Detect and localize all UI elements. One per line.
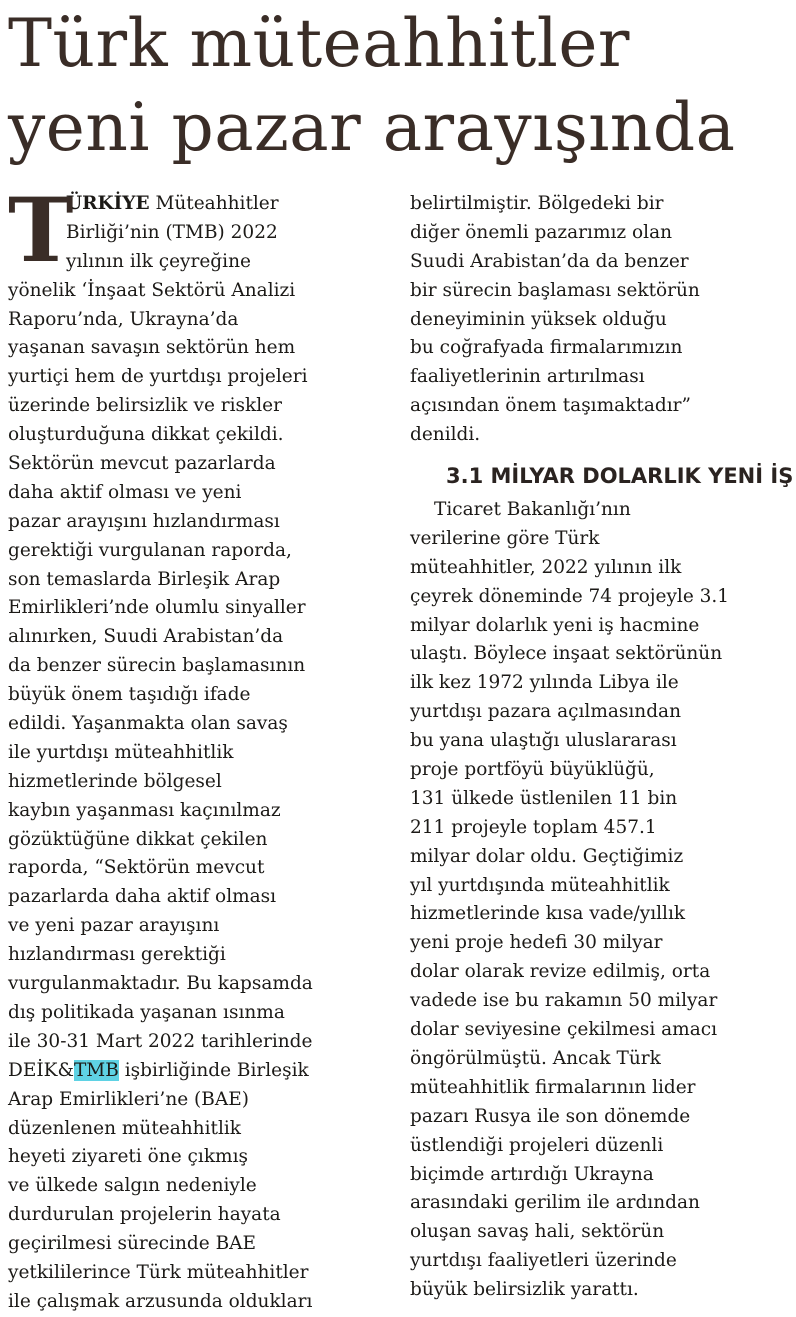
text-line: kaybın yaşanması kaçınılmaz <box>8 799 281 821</box>
text-line: Raporu’nda, Ukrayna’da <box>8 308 239 330</box>
text-line: yurtiçi hem de yurtdışı projeleri <box>8 366 308 388</box>
text-line: Sektörün mevcut pazarlarda <box>8 453 276 475</box>
text-line: faaliyetlerinin artırılması <box>410 366 645 388</box>
text-line: ile yurtdışı müteahhitlik <box>8 741 234 763</box>
text-line: pazar arayışını hızlandırması <box>8 510 280 532</box>
text-line: ile 30-31 Mart 2022 tarihlerinde <box>8 1030 313 1052</box>
text-line: ilk kez 1972 yılında Libya ile <box>410 672 679 694</box>
text-line: Arap Emirlikleri’ne (BAE) <box>8 1088 249 1110</box>
text-line: büyük belirsizlik yarattı. <box>410 1279 639 1301</box>
text-line: ve yeni pazar arayışını <box>8 915 220 937</box>
text-line: dış politikada yaşanan ısınma <box>8 1001 285 1023</box>
text-line: da benzer sürecin başlamasının <box>8 655 306 677</box>
article-headline <box>8 2 792 170</box>
text-line: milyar dolar oldu. Geçtiğimiz <box>410 845 684 867</box>
text-line: denildi. <box>410 424 481 446</box>
text-line: yıl yurtdışında müteahhitlik <box>410 874 670 896</box>
text-line: yurtdışı faaliyetleri üzerinde <box>410 1250 677 1272</box>
left-column <box>8 178 378 1317</box>
text-line: yeni proje hedefi 30 milyar <box>410 932 663 954</box>
text-line: 211 projeyle toplam 457.1 <box>410 816 657 838</box>
right-body-lines-top <box>410 190 790 450</box>
text-line: bu yana ulaştığı uluslararası <box>410 730 677 752</box>
text-line: müteahhitler, 2022 yılının ilk <box>410 556 682 578</box>
text-line: öngörülmüştü. Ancak Türk <box>410 1047 661 1069</box>
right-column <box>410 190 794 1305</box>
text-line: gerektiği vurgulanan raporda, <box>8 539 292 561</box>
text-line: yurtdışı pazara açılmasından <box>410 701 682 723</box>
text-line: deneyiminin yüksek olduğu <box>410 308 667 330</box>
tmb-highlight: TMB <box>73 1059 119 1081</box>
text-line: yaşanan savaşın sektörün hem <box>8 337 296 359</box>
lead-bold-word: ÜRKİYE <box>66 193 150 214</box>
text-line: bu coğrafyada firmalarımızın <box>410 337 683 359</box>
text-line: hizmetlerinde bölgesel <box>8 770 222 792</box>
text-line: yılının ilk çeyreğine <box>66 250 251 272</box>
headline-line-1: Türk müteahhitler <box>8 5 630 82</box>
text-line: çeyrek döneminde 74 projeyle 3.1 <box>410 585 730 607</box>
text-line: verilerine göre Türk <box>410 527 600 549</box>
text-line: ulaştı. Böylece inşaat sektörünün <box>410 643 723 665</box>
text-line: hızlandırması gerektiği <box>8 944 226 966</box>
right-body-lines-bottom <box>410 496 790 1305</box>
text-line: raporda, “Sektörün mevcut <box>8 857 265 879</box>
text-line: belirtilmiştir. Bölgedeki bir <box>410 193 664 214</box>
text-line: pazarı Rusya ile son dönemde <box>410 1105 691 1127</box>
text-line: geçirilmesi sürecinde BAE <box>8 1233 257 1255</box>
text-line: Ticaret Bakanlığı’nın <box>434 499 631 521</box>
headline-line-2: yeni pazar arayışında <box>8 89 736 166</box>
text-line: son temaslarda Birleşik Arap <box>8 568 281 590</box>
text-line: Emirlikleri’nde olumlu sinyaller <box>8 597 306 619</box>
text-line: vurgulanmaktadır. Bu kapsamda <box>8 973 313 995</box>
text-line: düzenlenen müteahhitlik <box>8 1117 241 1139</box>
text-line: arasındaki gerilim ile ardından <box>410 1192 700 1214</box>
text-line: ve ülkede salgın nedeniyle <box>8 1175 257 1197</box>
text-line: gözüktüğüne dikkat çekilen <box>8 828 268 850</box>
text-line: yetkililerince Türk müteahhitler <box>8 1261 309 1283</box>
text-line: açısından önem taşımaktadır” <box>410 395 691 417</box>
section-subheading: 3.1 MİLYAR DOLARLIK YENİ İŞ <box>446 464 794 489</box>
text-line: büyük önem taşıdığı ifade <box>8 684 251 706</box>
text-line: oluşturduğuna dikkat çekildi. <box>8 424 284 446</box>
left-body-lines-after <box>8 1086 378 1317</box>
text-line: biçimde artırdığı Ukrayna <box>410 1163 654 1185</box>
text-line: dolar seviyesine çekilmesi amacı <box>410 1019 718 1041</box>
text-line: durdurulan projelerin hayata <box>8 1204 281 1226</box>
text-line: diğer önemli pazarımız olan <box>410 221 673 243</box>
text-line: 131 ülkede üstlenilen 11 bin <box>410 787 678 809</box>
text-line: vadede ise bu rakamın 50 milyar <box>410 990 718 1012</box>
text-line: müteahhitlik firmalarının lider <box>410 1076 696 1098</box>
text-line: oluşan savaş hali, sektörün <box>410 1221 665 1243</box>
text-line: pazarlarda daha aktif olması <box>8 886 277 908</box>
text-line: Müteahhitler <box>149 193 279 214</box>
text-line: yönelik ‘İnşaat Sektörü Analizi <box>8 279 296 301</box>
text-line: hizmetlerinde kısa vade/yıllık <box>410 903 686 925</box>
text-line: alınırken, Suudi Arabistan’da <box>8 626 284 648</box>
text-line: üstlendiği projeleri düzenli <box>410 1134 664 1156</box>
deik-line: DEİK&TMB işbirliğinde Birleşik <box>8 1059 309 1081</box>
text-line: ile çalışmak arzusunda oldukları <box>8 1290 313 1312</box>
dropcap: T <box>8 178 74 282</box>
text-line: bir sürecin başlaması sektörün <box>410 279 700 301</box>
text-line: proje portföyü büyüklüğü, <box>410 759 655 781</box>
text-line: daha aktif olması ve yeni <box>8 481 242 503</box>
text-line: milyar dolarlık yeni iş hacmine <box>410 614 700 636</box>
text-line: Birliği’nin (TMB) 2022 <box>66 221 278 243</box>
left-body-lines <box>8 277 378 1057</box>
text-line: üzerinde belirsizlik ve riskler <box>8 395 282 417</box>
lead-paragraph <box>8 178 378 282</box>
text-line: edildi. Yaşanmakta olan savaş <box>8 713 288 735</box>
text-line: dolar olarak revize edilmiş, orta <box>410 961 711 983</box>
text-line: Suudi Arabistan’da da benzer <box>410 250 689 272</box>
text-line: heyeti ziyareti öne çıkmış <box>8 1146 248 1168</box>
